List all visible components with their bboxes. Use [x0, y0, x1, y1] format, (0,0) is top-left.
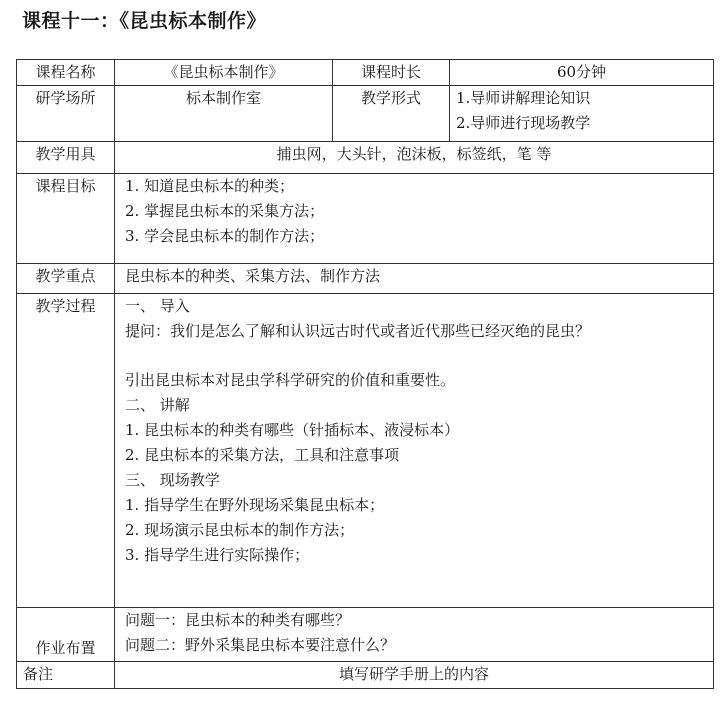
row-remarks — [17, 662, 714, 689]
course-table — [16, 59, 714, 689]
homework-item: 问题二：野外采集昆虫标本要注意什么？ — [125, 636, 396, 654]
value-teaching-form — [450, 86, 714, 142]
homework-item: 问题一：昆虫标本的种类有哪些？ — [125, 611, 351, 629]
label-key-points: 教学重点 — [17, 264, 115, 294]
row-goals — [17, 174, 714, 264]
value-duration: 60分钟 — [450, 60, 714, 86]
goal-item: 1. 知道昆虫标本的种类； — [125, 177, 295, 195]
value-venue: 标本制作室 — [115, 86, 333, 142]
label-homework: 作业布置 — [17, 608, 115, 662]
value-homework — [115, 608, 714, 662]
label-process: 教学过程 — [17, 294, 115, 608]
goal-item: 2. 掌握昆虫标本的采集方法； — [125, 202, 325, 220]
field-item: 2. 现场演示昆虫标本的制作方法； — [125, 521, 355, 539]
process-heading-lecture: 二、 讲解 — [125, 396, 190, 414]
value-course-name: 《昆虫标本制作》 — [115, 60, 333, 86]
row-process — [17, 294, 714, 608]
lecture-item: 2. 昆虫标本的采集方法，工具和注意事项 — [125, 446, 400, 464]
label-remarks: 备注 — [17, 662, 115, 689]
label-goals: 课程目标 — [17, 174, 115, 264]
process-question: 提问：我们是怎么了解和认识远古时代或者近代那些已经灭绝的昆虫？ — [125, 322, 591, 340]
row-venue — [17, 86, 714, 142]
value-goals — [115, 174, 714, 264]
page-title: 课程十一：《昆虫标本制作》 — [22, 10, 267, 32]
row-homework — [17, 608, 714, 662]
row-tools — [17, 142, 714, 174]
label-tools: 教学用具 — [17, 142, 115, 174]
label-venue: 研学场所 — [17, 86, 115, 142]
field-item: 3. 指导学生进行实际操作； — [125, 546, 310, 564]
row-key-points — [17, 264, 714, 294]
value-remarks: 填写研学手册上的内容 — [115, 662, 714, 689]
process-lead: 引出昆虫标本对昆虫学科学研究的价值和重要性。 — [125, 371, 456, 389]
value-process — [115, 294, 714, 608]
row-course-name — [17, 60, 714, 86]
label-duration: 课程时长 — [333, 60, 450, 86]
label-teaching-form: 教学形式 — [333, 86, 450, 142]
label-course-name: 课程名称 — [17, 60, 115, 86]
field-item: 1. 指导学生在野外现场采集昆虫标本； — [125, 496, 385, 514]
teaching-form-item: 2.导师进行现场教学 — [456, 114, 591, 132]
goal-item: 3. 学会昆虫标本的制作方法； — [125, 227, 325, 245]
lecture-item: 1. 昆虫标本的种类有哪些（针插标本、液浸标本） — [125, 421, 460, 439]
value-key-points: 昆虫标本的种类、采集方法、制作方法 — [115, 264, 714, 294]
value-tools: 捕虫网，大头针，泡沫板，标签纸，笔 等 — [115, 142, 714, 174]
process-heading-field: 三、 现场教学 — [125, 471, 220, 489]
process-heading-intro: 一、 导入 — [125, 297, 190, 315]
teaching-form-item: 1.导师讲解理论知识 — [456, 89, 591, 107]
